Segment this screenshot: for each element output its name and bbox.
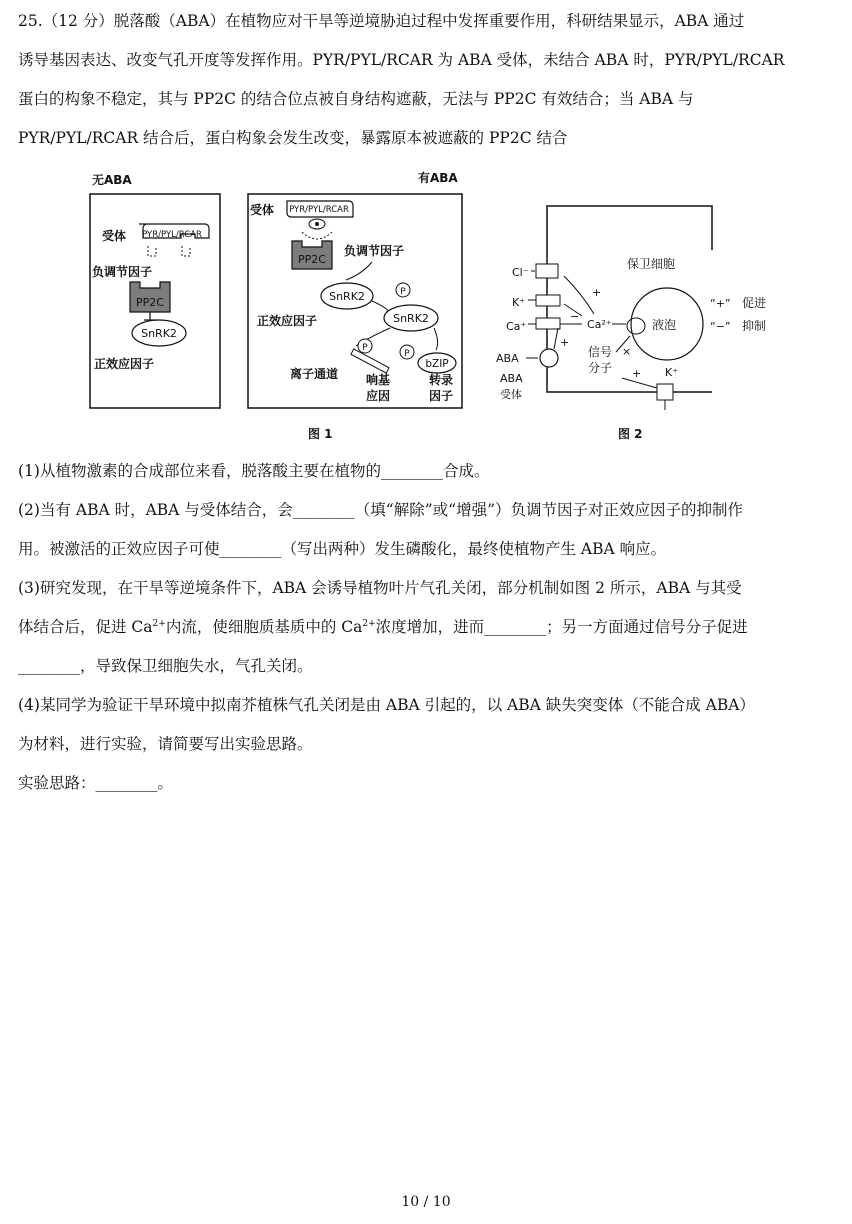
q3-l2b: 内流，使细胞质基质中的 Ca [165, 618, 363, 636]
sub-question-1 [18, 452, 840, 491]
fig1-right-arrow4 [434, 328, 438, 350]
q3-sup2: 2+ [362, 618, 376, 629]
sub-question-2 [18, 491, 840, 569]
fig1-right-aba-dot [315, 222, 319, 226]
fig2-cross: × [622, 345, 632, 358]
q3-line: ________，导致保卫细胞失水，气孔关闭。 [18, 657, 313, 675]
fig1-right-phospho-c-label: P [404, 349, 410, 359]
fig2-vacuole-channel [627, 318, 645, 334]
q3-l2c: 浓度增加，进而________；另一方面通过信号分子促进 [375, 618, 748, 636]
fig1-left-title: 无ABA [92, 173, 132, 187]
fig2-minus-k: − [570, 310, 580, 323]
fig2-aba-receptor-1: ABA [500, 372, 523, 385]
stem-line: 诱导基因表达、改变气孔开度等发挥作用。PYR/PYL/RCAR 为 ABA 受体，未结合 ABA 时，PYR/PYL/RCAR [18, 51, 785, 69]
fig1-caption: 图 1 [308, 427, 333, 441]
fig2-ca-channel [536, 318, 560, 329]
stem-line: 蛋白的构象不稳定，其与 PP2C 的结合位点被自身结构遮蔽，无法与 PP2C 有效结合；当 ABA 与 [18, 90, 694, 108]
fig2-aba: ABA [496, 352, 519, 365]
fig1-left-snrk2: SnRK2 [141, 327, 177, 340]
q3-sup1: 2+ [152, 618, 166, 629]
q1-line: (1)从植物激素的合成部位来看，脱落酸主要在植物的________合成。 [18, 462, 490, 480]
q3-line: (3)研究发现，在干旱等逆境条件下，ABA 会诱导植物叶片气孔关闭，部分机制如图 2 所示，ABA 与其受 [18, 579, 742, 597]
fig2-k-out: K⁺ [665, 366, 679, 379]
fig2-legend-plus-sym: “+” [710, 297, 731, 310]
fig1-right-receptor-box: PYR/PYL/RCAR [289, 205, 349, 215]
fig1-right-ion-label: 离子通道 [290, 367, 339, 381]
q4-line: (4)某同学为验证干旱环境中拟南芥植株气孔关闭是由 ABA 引起的，以 ABA 缺失突变体（不能合成 ABA） [18, 696, 755, 714]
sub-question-3 [18, 569, 840, 686]
fig2-signal-1: 信号 [588, 345, 613, 359]
fig1-right-phospho-b-label: P [362, 343, 368, 353]
q2-line: (2)当有 ABA 时，ABA 与受体结合，会________（填“解除”或“增强”）负调节因子对正效应因子的抑制作 [18, 501, 743, 519]
fig1-right-pos-label: 正效应因子 [257, 314, 318, 328]
fig1-right-arrow1 [346, 262, 372, 280]
fig2-legend-minus-sym: “−” [710, 320, 731, 333]
fig1-right-receptor-label: 受体 [250, 203, 275, 217]
fig1-right-response-gene-2: 应因 [366, 389, 391, 403]
fig2-ca-to-cl [564, 276, 594, 314]
fig1-left-receptor-label: 受体 [102, 229, 127, 243]
fig1-left-pp2c: PP2C [136, 296, 164, 309]
fig1-right-pp2c: PP2C [298, 253, 326, 266]
q4-line: 为材料，进行实验，请简要写出实验思路。 [18, 735, 313, 753]
fig2-k-out-channel [657, 384, 673, 400]
fig1-right-tf-2: 因子 [429, 389, 454, 403]
fig1-left-receptor-box: PYR/PYL/RCAR [142, 230, 202, 240]
fig2-plus-cl: + [592, 286, 602, 299]
q4-answer-line: 实验思路：________。 [18, 774, 174, 792]
fig1-right-title: 有ABA [418, 171, 458, 185]
fig1-right-snrk2-a: SnRK2 [329, 290, 365, 303]
fig2-k-in: K⁺ [512, 296, 526, 309]
fig2-legend-minus: 抑制 [742, 319, 767, 333]
sub-question-4 [18, 686, 840, 803]
fig2-plus-ca: + [560, 336, 570, 349]
stem-line: PYR/PYL/RCAR 结合后，蛋白构象会发生改变，暴露原本被遮蔽的 PP2C 结合 [18, 129, 568, 147]
fig1-left-neg-label: 负调节因子 [92, 265, 153, 279]
fig1-right-ion-channel-shape [351, 349, 389, 373]
fig1-right-tf-1: 转录 [429, 373, 454, 387]
fig1-right-response-gene-1: 响基 [366, 373, 391, 387]
fig2-aba-receptor-2: 受体 [500, 388, 522, 401]
fig2-guard-cell: 保卫细胞 [627, 257, 676, 271]
fig1-right-receptor-dashes [302, 232, 332, 239]
fig2-cl: Cl⁻ [512, 266, 529, 279]
page-number: 10 / 10 [401, 1194, 451, 1210]
fig2-cell-membrane [547, 206, 712, 392]
fig1-right-bzip: bZIP [425, 358, 449, 370]
fig2-k-channel [536, 295, 560, 306]
fig2-signal-2: 分子 [588, 361, 613, 375]
question-stem [18, 2, 840, 158]
figures [82, 166, 782, 446]
fig1-right-neg-label: 负调节因子 [344, 244, 405, 258]
q2-line: 用。被激活的正效应因子可使________（写出两种）发生磷酸化，最终使植物产生 ABA 响应。 [18, 540, 667, 558]
fig2-aba-receptor-shape [540, 349, 558, 367]
fig2-receptor-to-ca [554, 328, 558, 349]
stem-line: 25.（12 分）脱落酸（ABA）在植物应对干旱等逆境胁迫过程中发挥重要作用，科研结果显示，ABA 通过 [18, 12, 745, 30]
q3-line [18, 608, 840, 647]
fig1-left-pos-label: 正效应因子 [94, 357, 155, 371]
fig2-ca2: Ca²⁺ [587, 318, 612, 331]
fig2-plus-k: + [632, 367, 642, 380]
fig2-caption: 图 2 [618, 427, 643, 441]
fig2-vacuole-label: 液泡 [652, 318, 677, 332]
fig2-cl-channel [536, 264, 558, 278]
fig2-ca-in: Ca⁺ [506, 320, 527, 333]
fig1-right-snrk2-b: SnRK2 [393, 312, 429, 325]
fig1-right-phospho-a-label: P [400, 287, 406, 297]
fig1-left-receptor-dashes [148, 246, 190, 256]
q3-l2a: 体结合后，促进 Ca [18, 618, 153, 636]
fig2-legend-plus: 促进 [742, 296, 767, 310]
